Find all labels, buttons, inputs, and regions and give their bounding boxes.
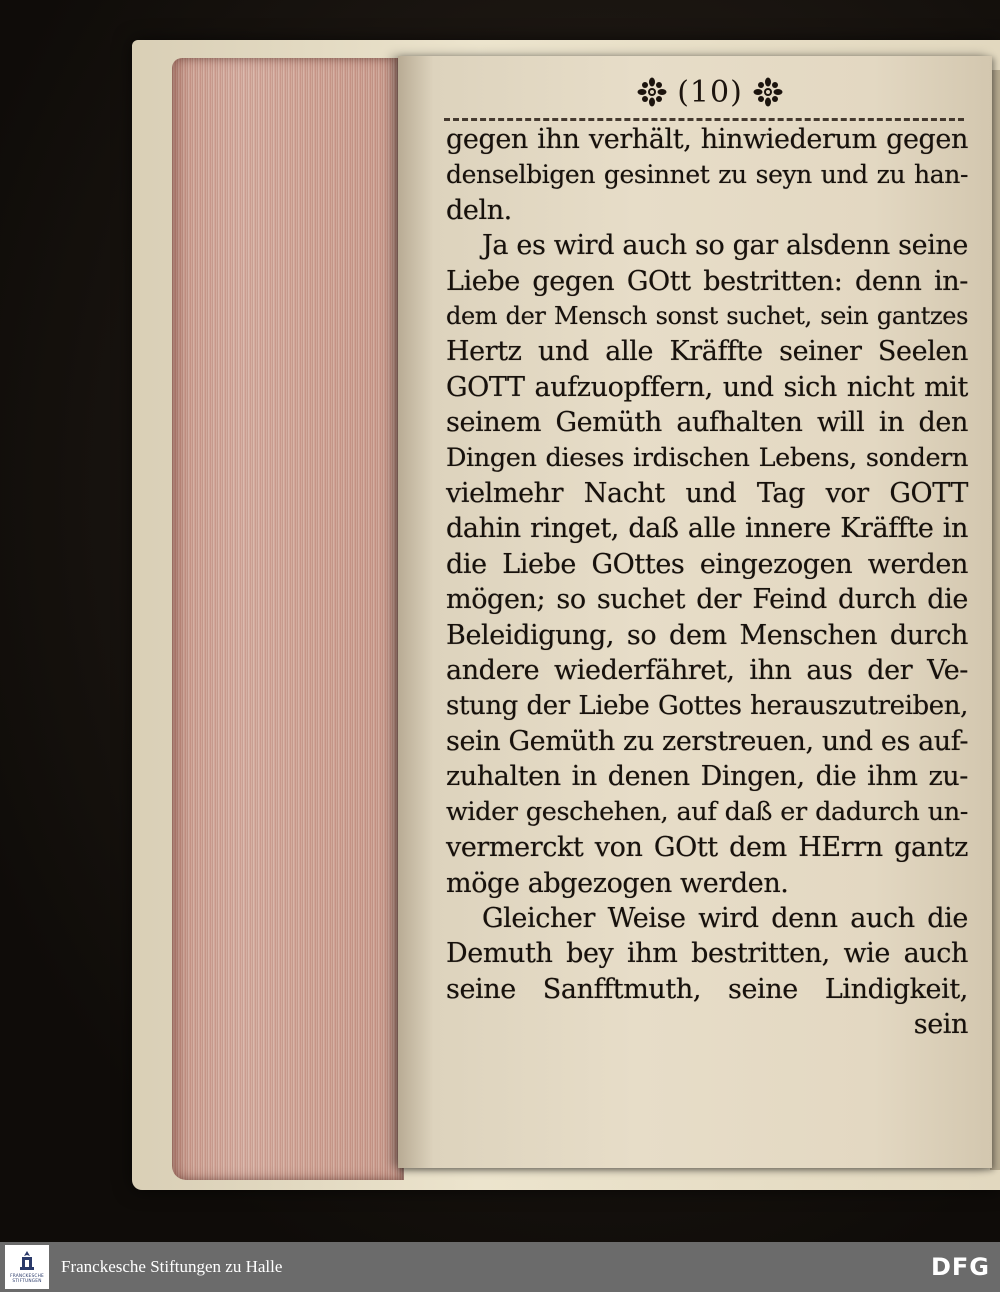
text-line: wider geschehen, auf daß er dadurch un- [446,796,968,827]
text-line: GOTT aufzuopffern, und sich nicht mit [446,371,968,403]
logo-text-line: STIFTUNGEN [12,1279,42,1284]
viewer-footer [0,1242,1000,1292]
text-line: andere wiederfähret, ihn aus der Ve- [446,655,968,687]
text-line: Liebe gegen GOtt bestritten: denn in- [446,265,968,297]
page-number: (10) [677,74,743,110]
page-block-edges [172,58,404,1180]
text-line: stung der Liebe Gottes herauszutreiben, [446,690,968,721]
flower-ornament-icon [637,77,667,107]
text-line: vermerckt von GOtt dem HErrn gantz [446,832,968,864]
text-line: Demuth bey ihm bestritten, wie auch [446,938,968,970]
text-line: Dingen dieses irdischen Lebens, sondern [446,442,968,473]
institution-name[interactable]: Franckesche Stiftungen zu Halle [61,1257,283,1276]
text-line: deln. [446,194,512,226]
text-line: dem der Mensch sonst suchet, sein gantzes [446,302,968,331]
text-line: Hertz und alle Kräffte seiner Seelen [446,336,968,368]
text-line: seinem Gemüth aufhalten will in den [446,407,968,439]
text-line: Beleidigung, so dem Menschen durch [446,619,968,651]
header-rule [444,118,964,121]
page-text [446,122,968,1043]
dfg-logo[interactable]: DFG [930,1253,990,1281]
text-line: sein Gemüth zu zerstreuen, und es auf- [446,725,969,757]
page-header [590,72,830,112]
logo-text-line: FRANCKESCHE [10,1274,44,1279]
text-line: die Liebe GOttes eingezogen werden [446,548,968,580]
catchword: sein [913,1009,968,1041]
text-line: vielmehr Nacht und Tag vor GOTT [446,478,968,510]
text-line: mögen; so suchet der Feind durch die [446,584,968,616]
flower-ornament-icon [753,77,783,107]
institution-logo[interactable] [5,1245,49,1289]
text-line: Ja es wird auch so gar alsdenn seine [482,230,968,262]
text-line: denselbigen gesinnet zu seyn und zu han- [446,160,968,190]
text-line: möge abgezogen werden. [446,867,789,899]
text-line: seine Sanfftmuth, seine Lindigkeit, [446,973,968,1005]
text-line: Gleicher Weise wird denn auch die [482,902,968,934]
text-line: gegen ihn verhält, hinwiederum gegen [446,124,968,155]
text-line: zuhalten in denen Dingen, die ihm zu- [446,761,968,793]
text-line: dahin ringet, daß alle innere Kräffte in [446,513,968,545]
orphanage-emblem-icon [16,1250,38,1274]
